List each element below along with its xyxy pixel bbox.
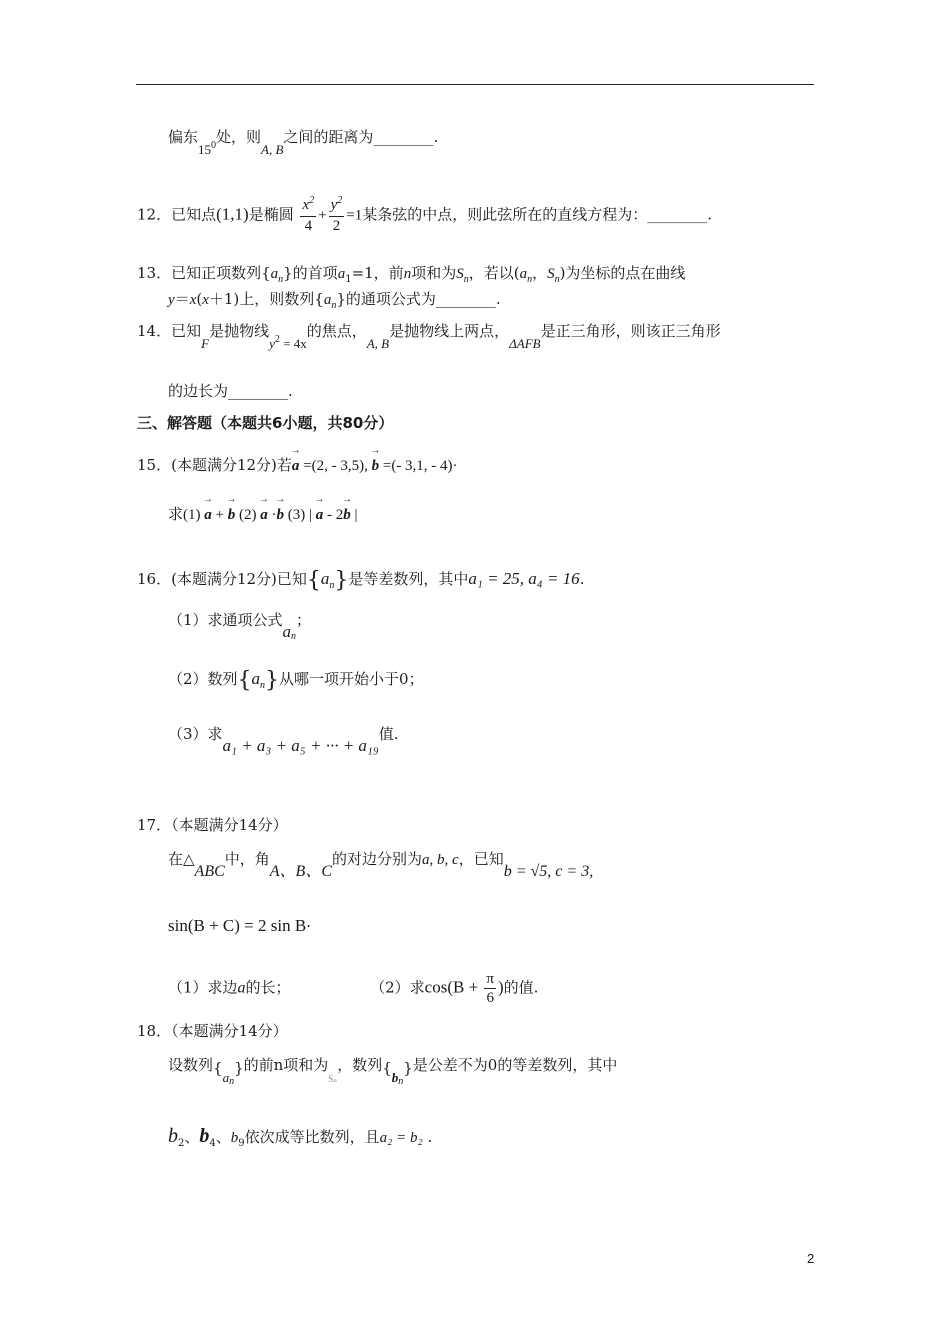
question-15-line1: 15．(本题满分12分)若→ a =(2, - 3,5), → b =(- 3,1, - 4)· xyxy=(137,456,458,475)
question-17-parts: （1）求边a的长； （2）求cos(B + $\frac{\pi}{6}$ )的值. xyxy=(168,971,539,1006)
question-16-part2: （2）数列$\{a_n\}$从哪一项开始小于0； xyxy=(168,668,424,693)
question-15-line2: 求(1) → a + → b (2) → a ·→ b (3) | → a - 2→ b | xyxy=(168,505,358,524)
section-heading: 三、解答题（本题共6小题，共80分） xyxy=(137,414,394,432)
header-rule xyxy=(136,84,814,85)
question-16-part1: （1）求通项公式$a_n$； xyxy=(168,611,312,642)
question-13-line1: 13．已知正项数列$\{a_n\}$的首项$a_1=1$，前n项和为$S_n$，若以($a_n$，$S_n$)为坐标的点在曲线 xyxy=(137,264,686,285)
question-13-line2: y＝x(x＋1)上，则数列$\{a_n\}$的通项公式为________. xyxy=(168,290,501,311)
q11-continuation: 偏东$15^0$处，则A, B之间的距离为________. xyxy=(168,128,439,157)
question-16-part3: （3）求a₁ + a₃ + a₅ + ··· + a₁₉值. xyxy=(168,725,399,755)
question-17-header: 17．（本题满分14分） xyxy=(137,816,288,834)
fraction-x2-4: $\frac{x^2}{4}$ xyxy=(302,195,315,234)
page-number: 2 xyxy=(807,1251,815,1266)
fraction-pi-6: $\frac{\pi}{6}$ xyxy=(486,971,494,1006)
question-14-line2: 的边长为________. xyxy=(168,382,293,400)
question-18-header: 18．（本题满分14分） xyxy=(137,1022,288,1040)
question-12: 12．已知点(1,1)是椭圆 $\frac{x^2}{4}$ + $\frac{y^2}{2}$ =1某条弦的中点，则此弦所在的直线方程为：________. xyxy=(137,195,713,234)
question-17-line2: sin(B + C) = 2 sin B· xyxy=(168,916,311,935)
question-18-line2: $b_2$、$b_4$、$b_9$依次成等比数列，且a₂ = b₂ . xyxy=(168,1125,433,1149)
question-16-line1: 16．(本题满分12分)已知$\{a_n\}$是等差数列，其中a₁ = 25, a₄ = 16. xyxy=(137,568,585,593)
fraction-y2-2: $\frac{y^2}{2}$ xyxy=(330,195,343,234)
question-17-line1: 在△ABC中，角A、B、C的对边分别为a, b, c，已知b = √5, c = 3, xyxy=(168,850,594,880)
question-14-line1: 14．已知F是抛物线$y^2 = 4x$的焦点，A, B是抛物线上两点，ΔAFB是正三角形，则该正三角形 xyxy=(137,322,721,351)
question-18-line1: 设数列$\{a_n\}$的前n项和为$_{S_n}$，数列$\{b_n\}$是公差不为0的等差数列，其中 xyxy=(168,1056,618,1087)
